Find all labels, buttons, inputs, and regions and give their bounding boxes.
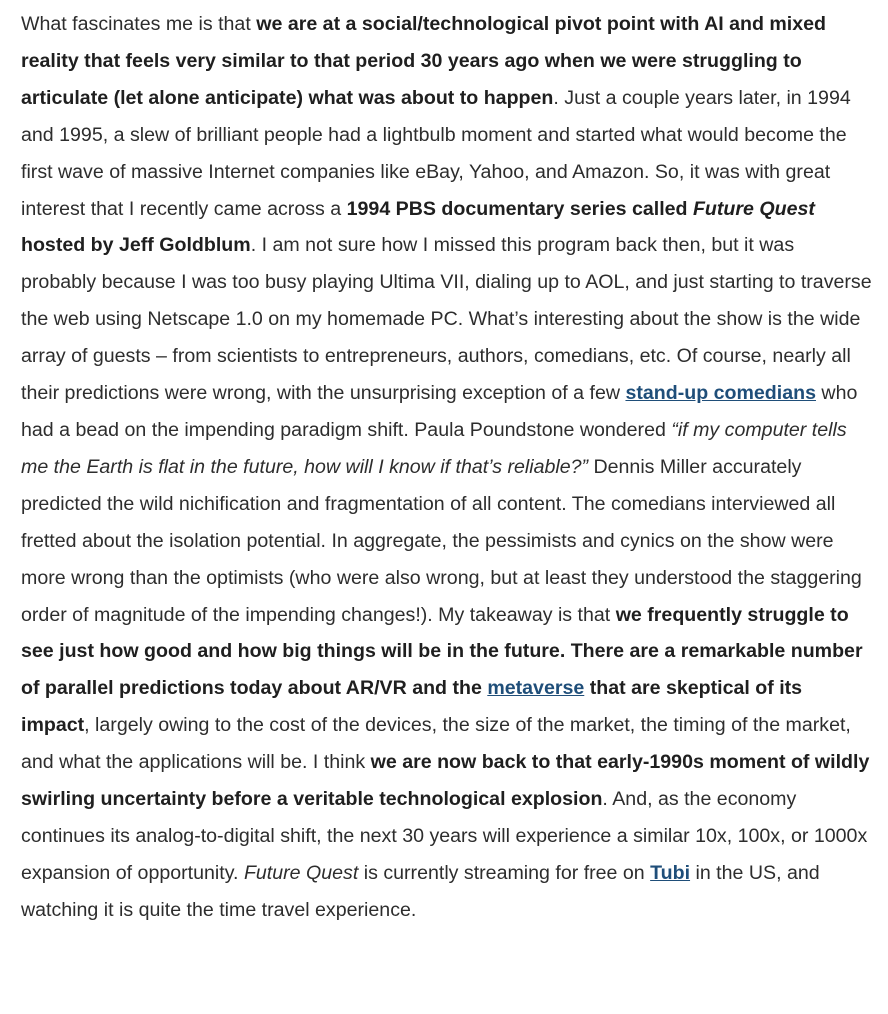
italic-text: “if my computer tells me the Earth is flat in the future, how will I know if that’s reliable?” (21, 418, 847, 478)
bold-italic-text: Future Quest (692, 197, 815, 220)
link-metaverse[interactable]: metaverse (487, 677, 585, 700)
body-text: . Just a couple years later, in 1994 and 1995, a slew of brilliant people had a lightbulb moment and started what would become the first wave of massive Internet companies like eBay, Yahoo, and Amazon. So, it was with great interest that I recently came across a (21, 86, 851, 220)
body-text: is currently streaming for free on (358, 861, 651, 884)
body-text: What fascinates me is that (21, 13, 257, 35)
bold-text: we are at a social/technological pivot point with AI and mixed reality that feels very similar to that period 30 years ago when we were struggling to articulate (let alone anticipate) what was about to happen (21, 13, 827, 109)
article-paragraph (21, 6, 872, 929)
link-tubi[interactable]: Tubi (650, 861, 691, 884)
body-text: . And, as the economy continues its analog-to-digital shift, the next 30 years will experience a similar 10x, 100x, or 1000x expansion of opportunity. (21, 788, 868, 884)
bold-text: 1994 PBS documentary series called (346, 197, 693, 220)
body-text: who had a bead on the impending paradigm shift. Paula Poundstone wondered (21, 382, 858, 441)
body-text: . I am not sure how I missed this program back then, but it was probably because I was too busy playing Ultima VII, dialing up to AOL, and just starting to traverse the web using Netscape 1.0 on my homemade PC. What’s interesting about the show is the wide array of guests – from scientists to entrepreneurs, authors, comedians, etc. Of course, nearly all their predictions were wrong, with the unsurprising exception of a few (21, 234, 872, 405)
italic-text: Future Quest (243, 861, 359, 884)
body-text: in the US, and watching it is quite the time travel experience. (21, 861, 820, 921)
body-text: Dennis Miller accurately predicted the wild nichification and fragmentation of all content. The comedians interviewed all fretted about the isolation potential. In aggregate, the pessimists and cynics on the show were more wrong than the optimists (who were also wrong, but at least they understood the staggering order of magnitude of the impending changes!). My takeaway is that (21, 455, 862, 626)
bold-text: we are now back to that early-1990s moment of wildly swirling uncertainty before a veritable technological explosion (21, 751, 870, 811)
body-text: , largely owing to the cost of the devices, the size of the market, the timing of the market, and what the applications will be. I think (21, 714, 851, 774)
bold-text: hosted by Jeff Goldblum (21, 234, 251, 257)
link-stand-up-comedians[interactable]: stand-up comedians (625, 382, 816, 405)
bold-text: that are skeptical of its impact (21, 677, 803, 737)
bold-text: we frequently struggle to see just how good and how big things will be in the future. There are a remarkable number of parallel predictions today about AR/VR and the (21, 603, 863, 700)
